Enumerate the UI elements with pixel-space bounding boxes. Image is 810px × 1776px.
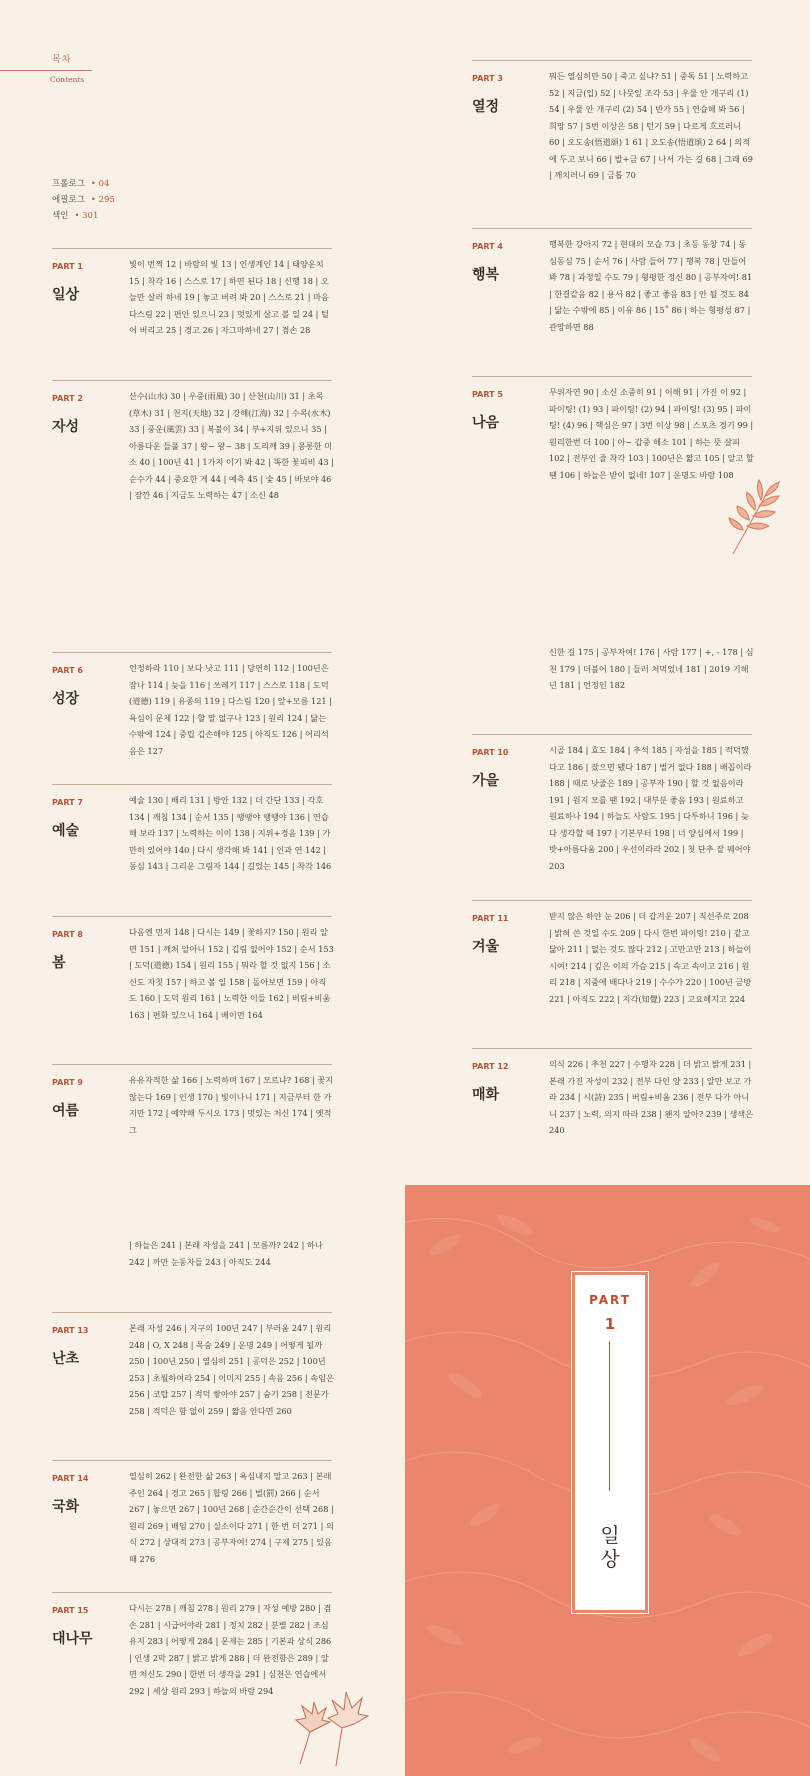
part-label: PART 7 [52, 798, 83, 807]
toc-part-2[interactable] [52, 380, 334, 500]
toc-rule [0, 70, 92, 71]
part-rule [52, 1064, 332, 1065]
toc-part-8[interactable] [52, 916, 334, 1020]
part-contents: 언정하라 110 | 보다 낫고 111 | 당연히 112 | 100년은 잠나 114 | 늦을 116 | 쓰레기 117 | 스스로 118 | 도덕(道德) 119 | 유종의 119 | 다스림 120 | 앞+모름 121 | 욕심이 문제 122 | 할 말 없구나 123 | 원리 124 | 닮는 수밖에 124 | 중립 깁손해야 125 | 아직도 126 | 어리석음은 127 [129, 663, 332, 756]
part-label: PART 9 [52, 1078, 83, 1087]
cover-part-title [575, 1523, 645, 1571]
part-label: PART 10 [472, 748, 509, 757]
part-label: PART 12 [472, 1062, 509, 1071]
cover-divider [609, 1341, 610, 1491]
toc-part-13[interactable] [52, 1312, 334, 1416]
part-contents: 열심히 262 | 완전한 삶 263 | 욕심내지 말고 263 | 본래 주인 264 | 경고 265 | 합링 266 | 벌(罰) 266 | 순서 267 | 놓으면 267 | 100년 268 | 순간순간이 선택 268 | 원리 269 | 배임 270 | 실소이다 271 | 한 번 더 271 | 의식 272 | 상대적 273 | 공부자여! 274 | 구제 275 | 있음 때 276 [129, 1471, 334, 1564]
toc-part-7[interactable] [52, 784, 332, 871]
part-rule [52, 1460, 332, 1461]
toc-part-5[interactable] [472, 376, 754, 480]
part-title: 열정 [472, 99, 500, 115]
part-rule [52, 784, 332, 785]
part-label: PART 11 [472, 914, 509, 923]
part-contents: 시골 184 | 효도 184 | 추석 185 | 자성을 185 | 적덕했다고 186 | 잤으면 됐다 187 | 벌거 없다 188 | 배꼽이라 188 | 때로 낫줄은 189 | 공부자 190 | 할 것 없음이라 191 | 원지 모를 땐 192 | 대부분 좋음 193 | 원료하고 원료하나 194 | 하늘도 사람도 195 | 다투하니 196 | 늦다 생각할 때 197 | 기본부터 198 | 너 양심에서 199 | 밧+아름다움 200 | 우선이라라 202 | 첫 단추 잘 꿰어야 203 [549, 745, 752, 871]
part-rule [52, 916, 332, 917]
part-title: 일상 [52, 287, 80, 303]
part-contents: 무위자연 90 | 소신 소중히 91 | 이해 91 | 가진 이 92 | 파이팅! (1) 93 | 파이팅! (2) 94 | 파이팅! (3) 95 | 파이팅! (4) 96 | 핵심은 97 | 3번 이상 98 | 스포츠 경기 99 | 원리한번 더 100 | 아~ 갑중 해소 101 | 하는 뜻 살피 102 | 전부인 줄 착각 103 | 100년은 짧고 105 | 알고 할 땐 106 | 하늘은 받이 없네! 107 | 운명도 바람 108 [549, 387, 754, 480]
part-label: PART 14 [52, 1474, 89, 1483]
toc-part-1[interactable] [52, 248, 332, 335]
toc-part-9[interactable] [52, 1064, 334, 1135]
part-label: PART 3 [472, 74, 503, 83]
maple-leaf-illustration [280, 1684, 370, 1768]
toc-header [0, 52, 92, 84]
part-rule [472, 228, 752, 229]
part-label: PART 1 [52, 262, 83, 271]
toc-part-10[interactable] [472, 734, 752, 871]
part-rule [52, 248, 332, 249]
part-contents: 뭐든 열심히만 50 | 죽고 싶냐? 51 | 중독 51 | 노력하고 52 | 지금(입) 52 | 나뭇잎 조각 53 | 우물 안 개구리 (1) 54 | 우물 안 개구리 (2) 54 | 반가 55 | 연습해 봐 56 | 희망 57 | 5번 이상은 58 | 턴기 59 | 다르게 흐르러니 60 | 오도송(悟道頌) 1 61 | 오도송(悟道頌) 2 64 | 의적에 두고 보니 66 | 발+금 67 | 나서 가는 길 68 | 그래 69 | 깨치러니 69 | 금톱 70 [549, 71, 753, 180]
part-rule [52, 1312, 332, 1313]
toc-part-14[interactable] [52, 1460, 334, 1564]
part-title: 대나무 [52, 1631, 93, 1647]
misc-item-index[interactable]: 색인 • 301 [52, 211, 99, 221]
cover-part-number: 1 [604, 1315, 616, 1333]
part-9-continuation: 신한 길 175 | 공부자여! 176 | 사람 177 | +, - 178 | 심천 179 | 더불어 180 | 들러 처먹었네 181 | 2019 기해년 181 | 언정인 182 [549, 647, 754, 690]
part-contents: 받지 않은 하얀 눈 206 | 더 갑겨운 207 | 직선주로 208 | 밝혀 쓴 것일 수도 209 | 다시 한번 파이팅! 210 | 같고 닮아 211 | 없는 것도 많다 212 | 고만고만 213 | 하늘이 시여! 214 | 깊은 이의 가슴 215 | 속고 속이고 216 | 원리 218 | 지줌에 배다나 219 | 수수가 220 | 100년 금방 221 | 아직도 222 | 지각(知覺) 223 | 고요해지고 224 [549, 911, 752, 1004]
toc-part-6[interactable] [52, 652, 332, 756]
misc-item-prologue[interactable]: 프롤로그 • 04 [52, 179, 110, 189]
part-rule [52, 380, 332, 381]
part-cover-page [405, 1185, 810, 1776]
part-title: 성장 [52, 691, 80, 707]
part-label: PART 4 [472, 242, 503, 251]
part-label: PART 15 [52, 1606, 89, 1615]
misc-item-epilogue[interactable]: 에필로그 • 295 [52, 195, 115, 205]
part-title: 난초 [52, 1351, 80, 1367]
part-title: 겨울 [472, 939, 500, 955]
part-label: PART 13 [52, 1326, 89, 1335]
leaf-illustration [725, 478, 785, 558]
toc-subtitle: Contents [50, 75, 85, 84]
toc-part-4[interactable] [472, 228, 753, 332]
part-rule [472, 60, 752, 61]
part-title: 자성 [52, 419, 80, 435]
toc-part-12[interactable] [472, 1048, 754, 1135]
part-title: 행복 [472, 267, 500, 283]
part-contents: 유유자적한 삶 166 | 노력하며 167 | 모르냐? 168 | 꽃지않는다 169 | 인생 170 | 빛이나니 171 | 지금부터 한 가지만 172 | 예약해 두시오 173 | 멋있는 처신 174 | 옛적 그 [129, 1075, 334, 1135]
cover-part-title-text: 일상 [600, 1523, 620, 1571]
part-title: 가을 [472, 773, 500, 789]
toc-title: 목차 [52, 55, 72, 65]
toc-part-3[interactable] [472, 60, 753, 180]
part-rule [472, 376, 752, 377]
part-rule [52, 1592, 332, 1593]
part-contents: 예술 130 | 배리 131 | 방안 132 | 더 간단 133 | 각호 134 | 깨침 134 | 순서 135 | 땡땡야 땡땡야 136 | 연습해 보라 137 | 노력하는 이이 138 | 지위+경음 139 | 가만히 있어야 140 | 다시 생각해 봐 141 | 인과 연 142 | 동심 143 | 그리운 그림자 144 | 길었는 145 | 착각 146 [129, 795, 332, 871]
part-rule [472, 734, 752, 735]
misc-list [52, 176, 115, 224]
part-title: 나음 [472, 415, 500, 431]
part-label: PART 8 [52, 930, 83, 939]
cover-part-label: PART [589, 1293, 631, 1307]
part-title: 봄 [52, 955, 66, 971]
part-contents: 의식 226 | 추천 227 | 수행자 228 | 더 밝고 밝게 231 | 본래 가진 자성이 232 | 전부 다인 양 233 | 알만 보고 가라 234 | 시(詩) 235 | 버림+비움 236 | 전부 다가 아니니 237 | 노력, 의지 따라 238 | 왠지 알아? 239 | 생색은 240 [549, 1059, 754, 1135]
part-12-continuation: | 하늘은 241 | 본래 자성을 241 | 모름까? 242 | 하나 242 | 까만 눈동자들 243 | 아직도 244 [129, 1240, 323, 1267]
part-contents: 빛이 번쩍 12 | 바람의 빛 13 | 인생계인 14 | 태양운치 15 | 착각 16 | 스스로 17 | 하면 된다 18 | 신행 18 | 오늘만 살러 하네 19 | 놓고 버려 봐 20 | 스스로 21 | 마음 다스림 22 | 편안 있으니 23 | 멋있게 살고 볼 일 24 | 털어 버리고 25 | 경고 26 | 자그마하네 27 | 겸손 28 [129, 259, 329, 335]
part-rule [472, 1048, 752, 1049]
part-contents: 다음엔 먼저 148 | 다시는 149 | 꽃하지? 150 | 원리 알면 151 | 깨쳐 알아니 152 | 깁림 없어야 152 | 순서 153 | 도덕(道德) 154 | 원리 155 | 뭐라 할 것 없지 156 | 소신도 자칫 157 | 하고 볼 일 158 | 돌아보면 159 | 아직도 160 | 도덕 원리 161 | 노력한 이들 162 | 버림+비움 163 | 편화 있으니 164 | 배이먼 164 [129, 927, 334, 1020]
part-label: PART 6 [52, 666, 83, 675]
part-label: PART 5 [472, 390, 503, 399]
part-title: 여름 [52, 1103, 80, 1119]
part-contents: 다시는 278 | 깨침 278 | 원리 279 | 자성 예방 280 | 겸손 281 | 시급어야라 281 | 정치 282 | 분별 282 | 조심 유지 283 | 어떻게 284 | 문제는 285 | 기본과 상식 286 | 인생 2막 287 | 밝고 밝게 288 | 더 완전함은 289 | 알면 처신도 290 | 한번 더 생각을 291 | 심천은 연습에서 292 | 세상 원리 293 | 하늘의 바람 294 [129, 1603, 332, 1696]
toc-part-15[interactable] [52, 1592, 332, 1696]
part-rule [52, 652, 332, 653]
part-contents: 본래 자성 246 | 지구의 100년 247 | 부러움 247 | 원리 248 | O, X 248 | 목숨 249 | 운명 249 | 어떻게 될까 250 | 100년 250 | 열심히 251 | 공덕은 252 | 100년 253 | 초월하여라 254 | 이미지 255 | 속음 256 | 속임은 256 | 코탑 257 | 적덕 쌓아야 257 | 숨기 258 | 전문가 258 | 적덕은 함 없이 259 | 짧음 안다면 260 [129, 1323, 334, 1416]
part-label: PART 2 [52, 394, 83, 403]
part-title: 예술 [52, 823, 80, 839]
part-contents: 산수(山水) 30 | 우중(雨風) 30 | 산천(山川) 31 | 초목(草木) 31 | 천지(天地) 32 | 강해(江海) 32 | 수목(水木) 33 | 풍운(風雲) 33 | 복불이 34 | 부+지위 있으니 35 | 아름다운 들풀 37 | 왕~ 왕~ 38 | 도리깨 39 | 몽롱한 미소 40 | 100년 41 | 1가지 이기 봐 42 | 똑한 꽃피비 43 | 순수가 44 | 중요한 게 44 | 예측 45 | 숯 45 | 바보야 46 | 잠깐 46 | 지금도 노력하는 47 | 소신 48 [129, 391, 334, 500]
toc-part-11[interactable] [472, 900, 752, 1004]
cover-title-box [575, 1275, 645, 1610]
part-title: 매화 [472, 1087, 500, 1103]
part-title: 국화 [52, 1499, 80, 1515]
part-contents: 행복한 강아지 72 | 현대의 모습 73 | 초등 동창 74 | 동심동심 75 | 순서 76 | 사람 들어 77 | 행복 78 | 만들어 봐 78 | 과정일 수도 79 | 형평한 정신 80 | 공부자여! 81 | 한결같음 82 | 용서 82 | 좋고 좋음 83 | 안 될 것도 84 | 닮는 수밖에 85 | 이유 86 | 15˚ 86 | 하는 형평성 87 | 관망하면 88 [549, 239, 753, 332]
part-rule [472, 900, 752, 901]
